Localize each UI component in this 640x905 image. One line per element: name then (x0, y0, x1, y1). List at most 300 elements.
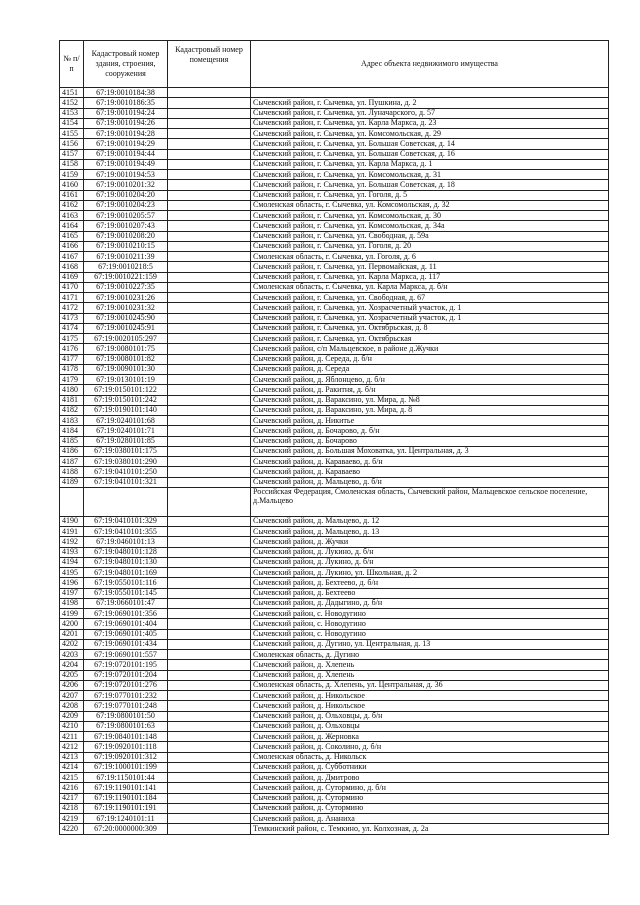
row-number: 4178 (60, 364, 84, 374)
row-number: 4154 (60, 118, 84, 128)
table-row (60, 252, 609, 262)
building-cadastral-number: 67:19:0800101:50 (84, 711, 168, 721)
object-address: Сычевский район, г. Сычевка, ул. Свободная, д. 59а (251, 231, 609, 241)
table-row (60, 793, 609, 803)
table-row (60, 323, 609, 333)
room-cadastral-number (168, 88, 251, 98)
building-cadastral-number: 67:19:1190101:141 (84, 783, 168, 793)
object-address: Сычевский район, г. Сычевка, ул. Пушкина, д. 2 (251, 98, 609, 108)
room-cadastral-number (168, 680, 251, 690)
building-cadastral-number: 67:19:0380101:175 (84, 446, 168, 456)
row-number: 4189 (60, 477, 84, 487)
building-cadastral-number: 67:19:0010231:26 (84, 293, 168, 303)
building-cadastral-number: 67:19:0010186:35 (84, 98, 168, 108)
room-cadastral-number (168, 211, 251, 221)
room-cadastral-number (168, 334, 251, 344)
table-row (60, 159, 609, 169)
building-cadastral-number: 67:19:0010194:26 (84, 118, 168, 128)
building-cadastral-number: 67:19:0410101:355 (84, 527, 168, 537)
table-row (60, 405, 609, 415)
object-address: Сычевский район, д. Хлепень (251, 670, 609, 680)
object-address: Сычевский район, д. Соколино, д. б/н (251, 742, 609, 752)
header-building-cadastral-number: Кадастровый номер здания, строения, сооружения (84, 41, 168, 88)
row-number: 4198 (60, 598, 84, 608)
building-cadastral-number: 67:19:0010218:5 (84, 262, 168, 272)
object-address: Сычевский район, д. Середа (251, 364, 609, 374)
room-cadastral-number (168, 537, 251, 547)
building-cadastral-number: 67:19:0010194:28 (84, 129, 168, 139)
table-row (60, 282, 609, 292)
room-cadastral-number (168, 670, 251, 680)
building-cadastral-number: 67:19:0770101:248 (84, 701, 168, 711)
room-cadastral-number (168, 200, 251, 210)
object-address: Сычевский район, д. Бочарово (251, 436, 609, 446)
table-row (60, 129, 609, 139)
room-cadastral-number (168, 426, 251, 436)
room-cadastral-number (168, 293, 251, 303)
building-cadastral-number: 67:19:0480101:169 (84, 568, 168, 578)
table-row (60, 773, 609, 783)
row-number: 4213 (60, 752, 84, 762)
table-row (60, 118, 609, 128)
row-number: 4157 (60, 149, 84, 159)
row-number: 4200 (60, 619, 84, 629)
table-row (60, 170, 609, 180)
building-cadastral-number: 67:19:0010194:44 (84, 149, 168, 159)
room-cadastral-number (168, 598, 251, 608)
table-row (60, 262, 609, 272)
room-cadastral-number (168, 405, 251, 415)
object-address: Сычевский район, д. Яблонцево, д. б/н (251, 375, 609, 385)
room-cadastral-number (168, 108, 251, 118)
object-address: Смоленская область, г. Сычевка, ул. Карла Маркса, д. б/н (251, 282, 609, 292)
table-row (60, 98, 609, 108)
room-cadastral-number (168, 231, 251, 241)
room-cadastral-number (168, 824, 251, 834)
room-cadastral-number (168, 773, 251, 783)
building-cadastral-number: 67:19:0010194:29 (84, 139, 168, 149)
room-cadastral-number (168, 375, 251, 385)
row-number: 4172 (60, 303, 84, 313)
room-cadastral-number (168, 149, 251, 159)
object-address: Сычевский район, д. Субботники (251, 762, 609, 772)
room-cadastral-number (168, 272, 251, 282)
object-address: Сычевский район, г. Сычевка, ул. Октябрьская (251, 334, 609, 344)
table-row (60, 426, 609, 436)
table-row (60, 639, 609, 649)
table-row (60, 241, 609, 251)
room-cadastral-number (168, 118, 251, 128)
building-cadastral-number: 67:19:0010245:90 (84, 313, 168, 323)
room-cadastral-number (168, 701, 251, 711)
row-number: 4163 (60, 211, 84, 221)
row-number: 4210 (60, 721, 84, 731)
room-cadastral-number (168, 527, 251, 537)
room-cadastral-number (168, 129, 251, 139)
row-number: 4190 (60, 516, 84, 526)
table-body (60, 88, 609, 835)
object-address: Сычевский район, д. Вараксино, ул. Мира, д. №8 (251, 395, 609, 405)
object-address: Сычевский район, г. Сычевка, ул. Комсомольская, д. 34а (251, 221, 609, 231)
room-cadastral-number (168, 323, 251, 333)
building-cadastral-number: 67:19:0080101:82 (84, 354, 168, 364)
object-address (251, 88, 609, 98)
room-cadastral-number (168, 436, 251, 446)
room-cadastral-number (168, 159, 251, 169)
building-cadastral-number: 67:19:0770101:232 (84, 691, 168, 701)
building-cadastral-number: 67:19:0480101:130 (84, 557, 168, 567)
property-register-page (59, 40, 609, 835)
building-cadastral-number: 67:19:0690101:356 (84, 609, 168, 619)
building-cadastral-number: 67:19:0840101:148 (84, 732, 168, 742)
row-number: 4195 (60, 568, 84, 578)
object-address: Сычевский район, д. Никольское (251, 691, 609, 701)
table-row (60, 487, 609, 516)
table-row (60, 180, 609, 190)
building-cadastral-number: 67:19:0010210:15 (84, 241, 168, 251)
table-row (60, 457, 609, 467)
row-number: 4151 (60, 88, 84, 98)
building-cadastral-number: 67:19:0150101:242 (84, 395, 168, 405)
row-number: 4193 (60, 547, 84, 557)
building-cadastral-number: 67:19:0690101:557 (84, 650, 168, 660)
table-row (60, 516, 609, 526)
table-row (60, 527, 609, 537)
row-number: 4185 (60, 436, 84, 446)
room-cadastral-number (168, 732, 251, 742)
object-address: Сычевский район, д. Лукино, д. б/н (251, 547, 609, 557)
object-address: Сычевский район, д. Середа, д. б/н (251, 354, 609, 364)
room-cadastral-number (168, 660, 251, 670)
table-row (60, 547, 609, 557)
table-row (60, 742, 609, 752)
row-number: 4218 (60, 803, 84, 813)
room-cadastral-number (168, 629, 251, 639)
object-address: Сычевский район, г. Сычевка, ул. Октябрьская, д. 8 (251, 323, 609, 333)
object-address: Сычевский район, г. Сычевка, ул. Хозрасчетный участок, д. 1 (251, 313, 609, 323)
object-address: Сычевский район, д. Лукино, ул. Школьная, д. 2 (251, 568, 609, 578)
object-address: Сычевский район, д. Никольское (251, 701, 609, 711)
table-row (60, 803, 609, 813)
table-row (60, 762, 609, 772)
room-cadastral-number (168, 803, 251, 813)
table-row (60, 272, 609, 282)
room-cadastral-number (168, 578, 251, 588)
object-address: Сычевский район, д. Бехтеево (251, 588, 609, 598)
building-cadastral-number: 67:19:0460101:13 (84, 537, 168, 547)
building-cadastral-number: 67:19:1240101:11 (84, 814, 168, 824)
table-row (60, 650, 609, 660)
row-number: 4162 (60, 200, 84, 210)
table-row (60, 334, 609, 344)
row-number (60, 487, 84, 516)
row-number: 4171 (60, 293, 84, 303)
object-address: Сычевский район, д. Мальцево, д. 12 (251, 516, 609, 526)
table-row (60, 190, 609, 200)
table-row (60, 446, 609, 456)
row-number: 4202 (60, 639, 84, 649)
table-row (60, 824, 609, 834)
object-address: Сычевский район, д. Хлепень (251, 660, 609, 670)
row-number: 4158 (60, 159, 84, 169)
table-row (60, 783, 609, 793)
object-address: Сычевский район, г. Сычевка, ул. Первомайская, д. 11 (251, 262, 609, 272)
object-address: Сычевский район, г. Сычевка, ул. Гоголя, д. 20 (251, 241, 609, 251)
row-number: 4201 (60, 629, 84, 639)
table-row (60, 557, 609, 567)
row-number: 4168 (60, 262, 84, 272)
room-cadastral-number (168, 303, 251, 313)
building-cadastral-number: 67:19:0920101:118 (84, 742, 168, 752)
building-cadastral-number: 67:19:0660101:47 (84, 598, 168, 608)
room-cadastral-number (168, 241, 251, 251)
object-address: Сычевский район, г. Сычевка, ул. Карла Маркса, д. 1 (251, 159, 609, 169)
room-cadastral-number (168, 170, 251, 180)
building-cadastral-number: 67:19:0690101:405 (84, 629, 168, 639)
room-cadastral-number (168, 190, 251, 200)
room-cadastral-number (168, 282, 251, 292)
object-address: Сычевский район, г. Сычевка, ул. Хозрасчетный участок, д. 1 (251, 303, 609, 313)
building-cadastral-number: 67:19:0550101:116 (84, 578, 168, 588)
building-cadastral-number: 67:19:0010221:159 (84, 272, 168, 282)
table-row (60, 814, 609, 824)
building-cadastral-number: 67:20:0000000:309 (84, 824, 168, 834)
row-number: 4156 (60, 139, 84, 149)
object-address: Темкинский район, с. Темкино, ул. Колхозная, д. 2а (251, 824, 609, 834)
row-number: 4164 (60, 221, 84, 231)
building-cadastral-number: 67:19:0720101:204 (84, 670, 168, 680)
object-address: Сычевский район, д. Дугино, ул. Центральная, д. 13 (251, 639, 609, 649)
building-cadastral-number: 67:19:0720101:276 (84, 680, 168, 690)
table-row (60, 375, 609, 385)
room-cadastral-number (168, 354, 251, 364)
row-number: 4188 (60, 467, 84, 477)
row-number: 4215 (60, 773, 84, 783)
row-number: 4159 (60, 170, 84, 180)
building-cadastral-number: 67:19:0690101:434 (84, 639, 168, 649)
row-number: 4219 (60, 814, 84, 824)
table-row (60, 313, 609, 323)
room-cadastral-number (168, 814, 251, 824)
object-address: Сычевский район, г. Сычевка, ул. Большая Советская, д. 18 (251, 180, 609, 190)
row-number: 4216 (60, 783, 84, 793)
row-number: 4211 (60, 732, 84, 742)
table-row (60, 149, 609, 159)
room-cadastral-number (168, 139, 251, 149)
object-address: Сычевский район, д. Жучки (251, 537, 609, 547)
table-row (60, 619, 609, 629)
building-cadastral-number: 67:19:1190101:191 (84, 803, 168, 813)
object-address: Сычевский район, с. Новодугино (251, 629, 609, 639)
table-row (60, 385, 609, 395)
room-cadastral-number (168, 416, 251, 426)
building-cadastral-number: 67:19:0240101:71 (84, 426, 168, 436)
object-address: Смоленская область, д. Дугино (251, 650, 609, 660)
building-cadastral-number: 67:19:0410101:250 (84, 467, 168, 477)
building-cadastral-number: 67:19:0920101:312 (84, 752, 168, 762)
object-address: Сычевский район, д. Никитье (251, 416, 609, 426)
building-cadastral-number: 67:19:0010231:32 (84, 303, 168, 313)
object-address: Сычевский район, г. Сычевка, ул. Карла Маркса, д. 23 (251, 118, 609, 128)
table-row (60, 701, 609, 711)
row-number: 4181 (60, 395, 84, 405)
building-cadastral-number: 67:19:0190101:140 (84, 405, 168, 415)
room-cadastral-number (168, 446, 251, 456)
object-address: Сычевский район, д. Бочарово, д. б/н (251, 426, 609, 436)
object-address: Сычевский район, г. Сычевка, ул. Большая Советская, д. 14 (251, 139, 609, 149)
table-row (60, 691, 609, 701)
building-cadastral-number: 67:19:0010204:20 (84, 190, 168, 200)
row-number: 4194 (60, 557, 84, 567)
room-cadastral-number (168, 619, 251, 629)
room-cadastral-number (168, 98, 251, 108)
table-row (60, 578, 609, 588)
room-cadastral-number (168, 711, 251, 721)
building-cadastral-number: 67:19:0010194:49 (84, 159, 168, 169)
building-cadastral-number: 67:19:0080101:75 (84, 344, 168, 354)
row-number: 4153 (60, 108, 84, 118)
table-row (60, 139, 609, 149)
room-cadastral-number (168, 721, 251, 731)
table-row (60, 721, 609, 731)
row-number: 4208 (60, 701, 84, 711)
table-row (60, 108, 609, 118)
room-cadastral-number (168, 752, 251, 762)
room-cadastral-number (168, 762, 251, 772)
table-row (60, 477, 609, 487)
row-number: 4175 (60, 334, 84, 344)
building-cadastral-number: 67:19:0480101:128 (84, 547, 168, 557)
table-row (60, 711, 609, 721)
row-number: 4167 (60, 252, 84, 262)
object-address: Сычевский район, д. Бехтеево, д. б/н (251, 578, 609, 588)
row-number: 4160 (60, 180, 84, 190)
object-address: Сычевский район, г. Сычевка, ул. Комсомольская, д. 31 (251, 170, 609, 180)
row-number: 4217 (60, 793, 84, 803)
table-row (60, 395, 609, 405)
building-cadastral-number: 67:19:0410101:321 (84, 477, 168, 487)
object-address: Сычевский район, с/п Мальцевское, в районе д.Жучки (251, 344, 609, 354)
table-row (60, 670, 609, 680)
row-number: 4184 (60, 426, 84, 436)
table-row (60, 588, 609, 598)
table-row (60, 221, 609, 231)
object-address: Сычевский район, д. Ракитня, д. б/н (251, 385, 609, 395)
room-cadastral-number (168, 783, 251, 793)
table-row (60, 200, 609, 210)
building-cadastral-number: 67:19:0010194:24 (84, 108, 168, 118)
building-cadastral-number: 67:19:0020105:297 (84, 334, 168, 344)
row-number: 4206 (60, 680, 84, 690)
room-cadastral-number (168, 691, 251, 701)
row-number: 4152 (60, 98, 84, 108)
building-cadastral-number: 67:19:0010204:23 (84, 200, 168, 210)
row-number: 4161 (60, 190, 84, 200)
room-cadastral-number (168, 568, 251, 578)
table-row (60, 598, 609, 608)
table-row (60, 344, 609, 354)
building-cadastral-number: 67:19:0240101:68 (84, 416, 168, 426)
building-cadastral-number: 67:19:0380101:290 (84, 457, 168, 467)
building-cadastral-number: 67:19:0690101:404 (84, 619, 168, 629)
table-row (60, 231, 609, 241)
room-cadastral-number (168, 588, 251, 598)
row-number: 4204 (60, 660, 84, 670)
building-cadastral-number: 67:19:0720101:195 (84, 660, 168, 670)
row-number: 4180 (60, 385, 84, 395)
building-cadastral-number: 67:19:0280101:85 (84, 436, 168, 446)
table-row (60, 629, 609, 639)
building-cadastral-number: 67:19:0010207:43 (84, 221, 168, 231)
object-address: Сычевский район, д. Жерновка (251, 732, 609, 742)
room-cadastral-number (168, 639, 251, 649)
table-row (60, 568, 609, 578)
table-header (60, 41, 609, 88)
object-address: Сычевский район, д. Сутормино (251, 803, 609, 813)
row-number: 4191 (60, 527, 84, 537)
object-address: Сычевский район, г. Сычевка, ул. Карла Маркса, д. 117 (251, 272, 609, 282)
building-cadastral-number: 67:19:1190101:184 (84, 793, 168, 803)
row-number: 4170 (60, 282, 84, 292)
room-cadastral-number (168, 477, 251, 487)
building-cadastral-number: 67:19:0800101:63 (84, 721, 168, 731)
row-number: 4179 (60, 375, 84, 385)
building-cadastral-number (84, 487, 168, 516)
object-address: Сычевский район, д. Сутормино, д. б/н (251, 783, 609, 793)
table-row (60, 416, 609, 426)
object-address: Сычевский район, д. Ольховцы (251, 721, 609, 731)
building-cadastral-number: 67:19:0010208:20 (84, 231, 168, 241)
room-cadastral-number (168, 516, 251, 526)
building-cadastral-number: 67:19:0010205:57 (84, 211, 168, 221)
building-cadastral-number: 67:19:0130101:19 (84, 375, 168, 385)
row-number: 4173 (60, 313, 84, 323)
table-row (60, 680, 609, 690)
row-number: 4155 (60, 129, 84, 139)
row-number: 4209 (60, 711, 84, 721)
object-address: Сычевский район, г. Сычевка, ул. Луначарского, д. 57 (251, 108, 609, 118)
object-address: Сычевский район, д. Лукино, д. б/н (251, 557, 609, 567)
object-address: Сычевский район, г. Сычевка, ул. Гоголя, д. 5 (251, 190, 609, 200)
room-cadastral-number (168, 344, 251, 354)
property-table (59, 40, 609, 835)
row-number: 4197 (60, 588, 84, 598)
room-cadastral-number (168, 487, 251, 516)
room-cadastral-number (168, 262, 251, 272)
table-row (60, 752, 609, 762)
object-address: Смоленская область, г. Сычевка, ул. Комсомольская, д. 32 (251, 200, 609, 210)
object-address: Сычевский район, с. Новодугино (251, 609, 609, 619)
row-number: 4187 (60, 457, 84, 467)
row-number: 4196 (60, 578, 84, 588)
row-number: 4212 (60, 742, 84, 752)
table-row (60, 660, 609, 670)
row-number: 4186 (60, 446, 84, 456)
object-address: Смоленская область, д. Хлепень, ул. Центральная, д. 36 (251, 680, 609, 690)
table-row (60, 732, 609, 742)
row-number: 4174 (60, 323, 84, 333)
header-room-cadastral-number: Кадастровый номер помещения (168, 41, 251, 88)
object-address: Сычевский район, д. Большая Моховатка, ул. Центральная, д. 3 (251, 446, 609, 456)
object-address: Сычевский район, г. Сычевка, ул. Большая Советская, д. 16 (251, 149, 609, 159)
row-number: 4165 (60, 231, 84, 241)
room-cadastral-number (168, 180, 251, 190)
row-number: 4203 (60, 650, 84, 660)
header-number: № п/п (60, 41, 84, 88)
table-row (60, 293, 609, 303)
building-cadastral-number: 67:19:0010184:38 (84, 88, 168, 98)
table-row (60, 537, 609, 547)
